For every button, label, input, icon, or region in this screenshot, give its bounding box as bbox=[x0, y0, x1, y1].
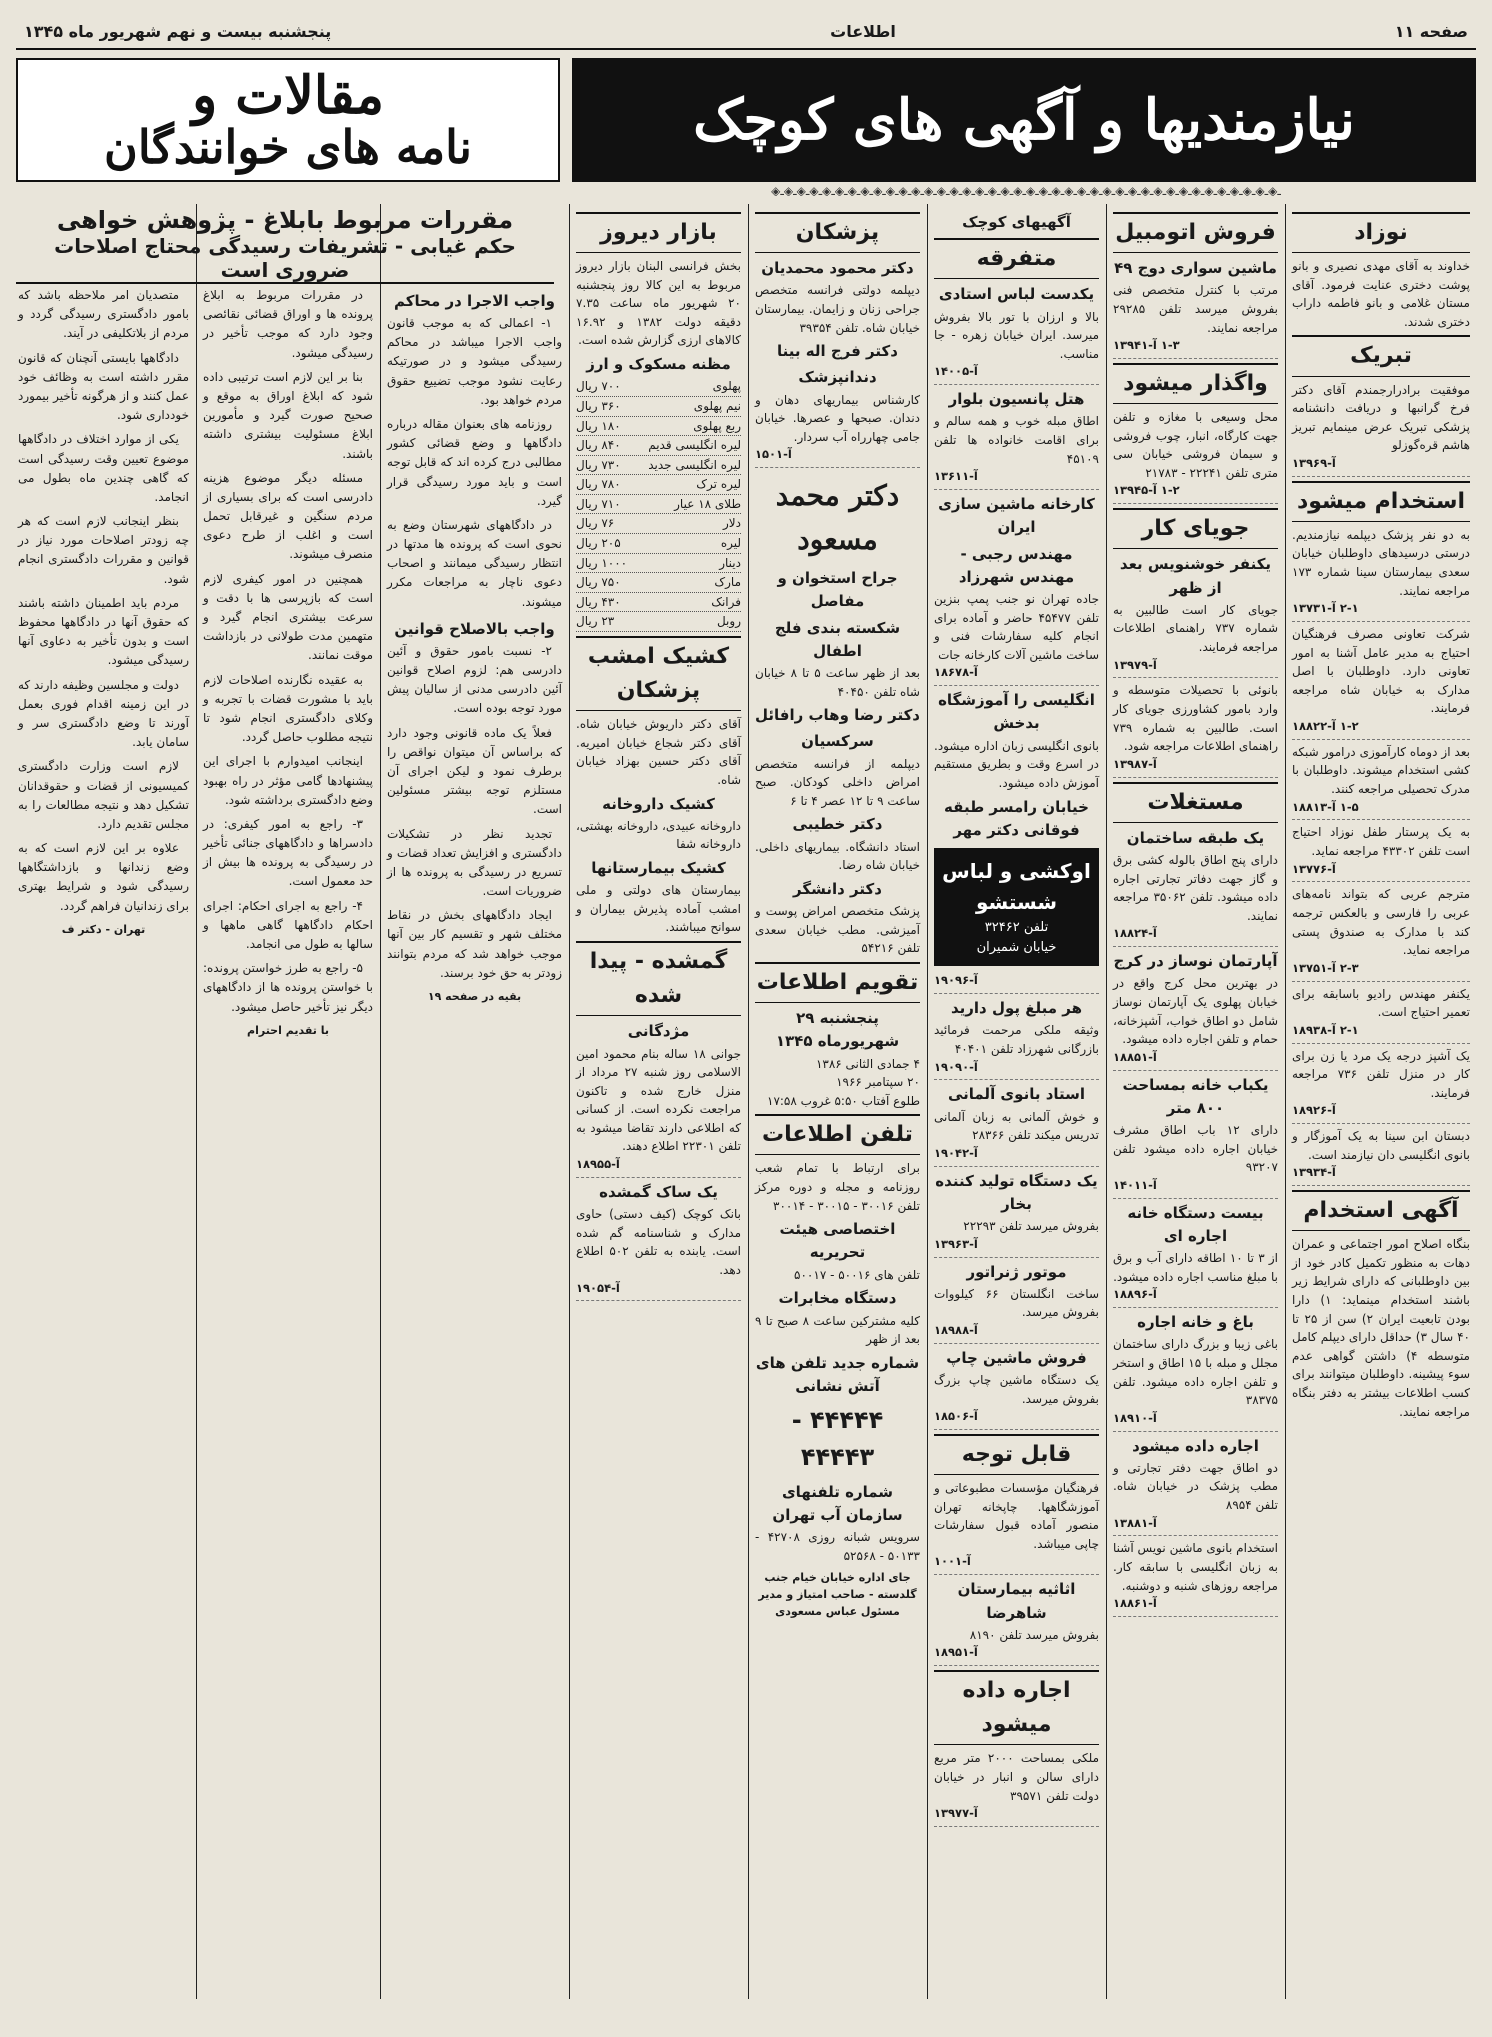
fire-phones-numbers: ۴۴۴۴۴ - ۴۴۴۴۳ bbox=[791, 1406, 884, 1472]
article-paragraph: لازم است وزارت دادگستری کمیسیونی از قضات و حقوقدانان تشکیل دهد و نتیجه مطالعات را به مجلس تقدیم دارد. bbox=[18, 759, 189, 831]
ad-subtitle: دندانپزشک bbox=[798, 368, 877, 387]
article-part-8 bbox=[18, 286, 189, 938]
ad-text: به یک پرستار طفل نوزاد احتیاج است تلفن ۴۳۳۰۲ مراجعه نماید. bbox=[1292, 825, 1470, 858]
ad-text: یک آشپز درجه یک مرد یا زن برای کار در منزل تلفن ۷۳۶ مراجعه فرمایند. bbox=[1292, 1048, 1471, 1100]
paper-name: اطلاعات bbox=[830, 21, 896, 41]
laundry-ad-address: خیابان شمیران bbox=[976, 940, 1057, 956]
ad-text: از ۳ تا ۱۰ اطاقه دارای آب و برق با مبلغ مناسب اجاره داده میشود. bbox=[1113, 1251, 1279, 1284]
telecom-title: دستگاه مخابرات bbox=[778, 1289, 897, 1308]
ad-code: آ-۱۰۰۱ bbox=[934, 1553, 1099, 1575]
price-row: لیره انگلیسی جدید ۷۳۰ ریال bbox=[576, 456, 741, 476]
ad-text: دبستان ابن سینا به یک آموزگار و بانوی انگلیسی دان نیازمند است. bbox=[1292, 1129, 1470, 1162]
ad-code: آ-۱۳۹۸۷ bbox=[1113, 756, 1278, 778]
article-headline-sub: حکم غیابی - تشریفات رسیدگی محتاج اصلاحات ضروری است bbox=[54, 234, 516, 282]
article-paragraph: ۱- اعمالی که به موجب قانون واجب الاجرا میباشد در محاکم رسیدگی میشود و در صورتیکه رعایت نشود موجب تضییع حقوق مردم خواهد بود. bbox=[387, 316, 562, 407]
ad-text: بالا و ارزان با تور بالا بفروش میرسد. ایران خیابان زهره - جا مناسب. bbox=[934, 309, 1099, 361]
ad-code: ۲-۱ آ-۱۳۷۳۱ bbox=[1292, 600, 1470, 622]
ad-text: دیپلمه از فرانسه متخصص امراض داخلی کودکان. صبح ساعت ۹ تا ۱۲ عصر ۴ تا ۶ bbox=[755, 756, 920, 808]
ad-text: دارای پنج اطاق بالوله کشی برق و گاز جهت دفاتر تجارتی اجاره داده میشود. تلفن ۳۵۰۶۲ مراجعه نمایند. bbox=[1113, 852, 1278, 923]
ad-code: آ-۱۵۰۱ bbox=[755, 446, 920, 468]
price-row: لیره انگلیسی قدیم ۸۴۰ ریال bbox=[576, 436, 741, 456]
ad-code: آ-۱۴۰۱۱ bbox=[1113, 1177, 1278, 1199]
article-paragraph: ایجاد دادگاههای بخش در نقاط مختلف شهر و تقسیم کار بین آنها موجب خواهد شد که مردم بتوانند زودتر به حق خود برسند. bbox=[387, 908, 562, 980]
ad-text: بعد از ظهر ساعت ۵ تا ۸ خیابان شاه تلفن ۴۰۴۵۰ bbox=[755, 666, 920, 699]
articles-banner-line2: نامه های خوانندگان bbox=[104, 120, 472, 175]
section-title-attention: قابل توجه bbox=[934, 1434, 1099, 1475]
ad-code: ۲-۱ آ-۱۸۹۳۸ bbox=[1292, 1022, 1470, 1044]
ad-code: ۱-۵ آ-۱۸۸۱۳ bbox=[1292, 799, 1470, 821]
price-row: روبل ۲۳ ریال bbox=[576, 612, 741, 632]
fire-phones-title: شماره جدید تلفن های آتش نشانی bbox=[755, 1353, 920, 1395]
congrats-text: موفقیت برادرارجمندم آقای دکتر فرخ گرانبها و دریافت دانشنامه پزشکی تبریک عرض مینمایم تبریز هاشم قره‌گوزلو bbox=[1292, 382, 1470, 453]
price-row: مارک ۷۵۰ ریال bbox=[576, 573, 741, 593]
ad-text: بعد از دوماه کارآموزی درامور شبکه کشی استخدام میشوند. داوطلبان با مدرک تحصیلی مراجعه کنند. bbox=[1292, 744, 1470, 796]
phones-text: برای ارتباط با تمام شعب روزنامه و مجله و دوره مرکز تلفن ۳۰۰۱۶ - ۳۰۰۱۵ - ۳۰۰۱۴ bbox=[755, 1161, 920, 1213]
price-row: نیم پهلوی ۳۶۰ ریال bbox=[576, 397, 741, 417]
price-row: دینار ۱۰۰۰ ریال bbox=[576, 554, 741, 574]
ad-code: آ-۱۳۸۸۱ bbox=[1113, 1515, 1278, 1537]
ad-title: دکتر محمود محمدیان bbox=[761, 259, 914, 278]
ad-code: آ-۱۸۹۲۶ bbox=[1292, 1102, 1470, 1124]
ad-text: کارشناس بیماریهای دهان و دندان. صبحها و عصرها. خیابان جامی چهارراه آب سردار. bbox=[755, 392, 920, 444]
section-title-employment-notice: آگهی استخدام bbox=[1292, 1190, 1470, 1231]
ad-code: آ-۱۹۰۴۲ bbox=[934, 1145, 1099, 1167]
laundry-ad-title: اوکشی و لباس شستشو bbox=[942, 859, 1091, 914]
article-paragraph: مسئله دیگر موضوع هزینه دادرسی است که برای بسیاری از مردم سنگین و غیرقابل تحمل است و اغلب از طرح دعوی منصرف میشوند. bbox=[203, 470, 373, 562]
market-text: بخش فرانسی البنان بازار دیروز مربوط به این کالا روز پنجشنبه ۲۰ شهریور ماه ساعت ۷.۳۵ دقیقه دولت ۱۳۸۲ و ۱۶.۹۲ کالاهای ارزی گزارش شده است. bbox=[576, 259, 741, 348]
ad-code: ۱-۲ آ-۱۸۸۲۲ bbox=[1292, 718, 1470, 740]
ad-text: پزشک متخصص امراض پوست و آمیزشی. مطب خیابان سعدی تلفن ۵۴۲۱۶ bbox=[755, 904, 920, 956]
ad-code: آ-۱۳۹۷۹ bbox=[1113, 657, 1278, 679]
ad-title: ماشین سواری دوج ۴۹ bbox=[1114, 259, 1277, 278]
ad-title: یکدست لباس استادی bbox=[938, 285, 1095, 304]
ad-subtitle: سرکسیان bbox=[801, 732, 874, 751]
ad-text: بانک کوچک (کیف دستی) حاوی مدارک و شناسنامه گم شده است. یابنده به تلفن ۵۰۲ اطلاع دهد. bbox=[576, 1207, 742, 1277]
calendar-line: ۴ جمادی الثانی ۱۳۸۶ bbox=[815, 1056, 920, 1071]
ad-text: در بهترین محل کرج واقع در خیابان پهلوی یک آپارتمان نوساز شامل دو اطاق خواب، آشپزخانه، حمام و تلفن اجاره داده میشود. bbox=[1113, 976, 1278, 1047]
ad-code: ۲-۳ آ-۱۳۷۵۱ bbox=[1292, 960, 1470, 982]
article-paragraph: در مقررات مربوط به ابلاغ پرونده ها و اوراق قضائی نقائصی وجود دارد که موجب تأخیر در رسیدگی میشود. bbox=[203, 288, 373, 360]
article-paragraph: تجدید نظر در تشکیلات دادگستری و افزایش تعداد قضات و تسریع در رسیدگی به پرونده ها از ضروریات است. bbox=[387, 826, 562, 899]
laundry-ad-box bbox=[934, 848, 1099, 966]
ad-text: مرتب با کنترل متخصص فنی بفروش میرسد تلفن ۲۹۲۸۵ مراجعه نمایند. bbox=[1113, 283, 1278, 335]
ad-text: جویای کار است طالبین به شماره ۷۳۷ راهنمای اطلاعات مراجعه فرمایند. bbox=[1113, 602, 1278, 654]
ad-text: یکنفر مهندس رادیو باسابقه برای تعمیر احتیاج است. bbox=[1292, 986, 1470, 1020]
ad-title: یک طبقه ساختمان bbox=[1126, 828, 1265, 847]
articles-banner-line1: مقالات و bbox=[192, 64, 384, 126]
article-paragraph: یکی از موارد اختلاف در دادگاهها موضوع تعیین وقت رسیدگی است که گاهی چندین ماه بطول می انجامد. bbox=[18, 432, 189, 504]
article-paragraph: مردم باید اطمینان داشته باشند که حقوق آنها در دادگاهها محفوظ است و بدون تأخیر به دعاوی آنها رسیدگی میشود. bbox=[18, 595, 189, 668]
price-row: لیره ۲۰۵ ریال bbox=[576, 534, 741, 554]
article-paragraph: دادگاهها بایستی آنچنان که قانون مقرر داشته است به وظائف خود عمل کنند و از هرگونه تأخیر بیمورد خودداری شود. bbox=[18, 350, 189, 423]
section-title-on-call-doctors: کشیک امشب پزشکان bbox=[576, 636, 741, 711]
ad-title: اثاثیه بیمارستان شاهرضا bbox=[957, 1580, 1076, 1622]
newspaper-page bbox=[16, 14, 1476, 2009]
page-number: صفحه ۱۱ bbox=[1394, 21, 1468, 41]
ad-text: باغی زیبا و بزرگ دارای ساختمان مجلل و مبله با ۱۵ اطاق و استخر و تلفن اجاره داده میشود. تلفن ۳۸۳۷۵ bbox=[1113, 1337, 1278, 1408]
ad-code: آ-۱۹۰۹۰ bbox=[934, 1059, 1099, 1081]
section-title-phones: تلفن اطلاعات bbox=[755, 1114, 920, 1155]
ad-subtitle: شکسته بندی فلج اطفال bbox=[774, 618, 901, 660]
ad-text: وثیقه ملکی مرحمت فرمائید بازرگانی شهرزاد تلفن ۴۰۴۰۱ bbox=[934, 1023, 1099, 1056]
article-paragraph: اینجانب امیدوارم با اجرای این پیشنهادها گامی مؤثر در راه بهبود وضع دادگستری برداشته شود. bbox=[203, 754, 373, 807]
articles-banner bbox=[16, 58, 560, 182]
ad-title: دکتر دانشگر bbox=[793, 879, 882, 898]
ad-title: یک ساک گمشده bbox=[599, 1182, 718, 1201]
article-part-6 bbox=[387, 289, 562, 1006]
ad-title: باغ و خانه اجاره bbox=[1137, 1313, 1254, 1332]
ad-text: یک دستگاه ماشین چاپ بزرگ بفروش میرسد. bbox=[934, 1373, 1099, 1406]
column-7 bbox=[196, 204, 379, 1999]
ad-text: بفروش میرسد تلفن ۲۲۲۹۳ bbox=[963, 1219, 1099, 1234]
ad-text: ساخت انگلستان ۶۶ کیلووات بفروش میرسد. bbox=[934, 1286, 1100, 1320]
ad-code: آ-۱۸۵۰۶ bbox=[934, 1408, 1099, 1430]
ad-text: اطاق مبله خوب و همه سالم و برای اقامت خانواده ها تلفن ۴۵۱۰۹ bbox=[934, 414, 1099, 466]
price-row: ربع پهلوی ۱۸۰ ریال bbox=[576, 417, 741, 437]
ad-code: ۱-۳ آ-۱۳۹۴۱ bbox=[1113, 337, 1278, 359]
ad-title: دکتر فرج اله بینا bbox=[777, 342, 898, 361]
article-paragraph: به عقیده نگارنده اصلاحات لازم باید با مشورت قضات با تجربه و وکلای دادگستری انجام شود تا نتیجه مطلوب حاصل گردد. bbox=[203, 672, 373, 745]
ad-text: جاده تهران نو جنب پمپ بنزین تلفن ۴۵۴۷۷ حاضر و آماده برای انجام کلیه سفارشات فنی و ساخت ماشین آلات کارخانه جات bbox=[934, 592, 1099, 662]
date-line: پنجشنبه بیست و نهم شهریور ماه ۱۳۴۵ bbox=[24, 21, 332, 41]
ad-title: کارخانه ماشین سازی ایران bbox=[938, 495, 1095, 537]
section-title-market: بازار دیروز bbox=[576, 212, 741, 253]
reward-label: مژدگانی bbox=[627, 1022, 690, 1041]
ornament-divider: ـ◈ـ◈ـ◈ـ◈ـ◈ـ◈ـ◈ـ◈ـ◈ـ◈ـ◈ـ◈ـ◈ـ◈ـ◈ـ◈ـ◈ـ◈ـ◈ـ◈ـ◈ـ◈ـ◈ـ◈ـ◈ـ◈ـ◈ـ◈ـ◈ـ◈ـ◈ـ◈ـ◈ـ◈ـ◈ـ◈ـ◈ـ◈ـ◈ـ◈ bbox=[771, 184, 1281, 196]
ad-title: استاد بانوی آلمانی bbox=[947, 1085, 1086, 1104]
doctor-big-name: دکتر محمد مسعود bbox=[775, 479, 900, 556]
laundry-ad-phone: تلفن ۳۲۴۶۲ bbox=[984, 920, 1049, 935]
ad-text: و خوش آلمانی به زبان آلمانی تدریس میکند تلفن ۲۸۳۶۶ bbox=[934, 1109, 1099, 1143]
section-title-real-estate: مستغلات bbox=[1113, 782, 1278, 823]
calendar-line: پنجشنبه ۲۹ شهریورماه ۱۳۴۵ bbox=[775, 1009, 900, 1051]
pharmacy-text: داروخانه عبیدی، داروخانه بهشتی، داروخانه شفا bbox=[576, 818, 741, 852]
ad-title: بیست دستگاه خانه اجاره ای bbox=[1127, 1203, 1264, 1245]
ad-title: هر مبلغ پول دارید bbox=[950, 999, 1082, 1018]
ad-title: فروش ماشین چاپ bbox=[946, 1348, 1087, 1367]
ad-code: آ-۱۸۹۵۱ bbox=[934, 1644, 1099, 1666]
ad-text: مترجم عربی که بتواند نامه‌های عربی را فارسی و بالعکس ترجمه کند با مدارک به صندوق پستی مراجعه نماید. bbox=[1292, 887, 1470, 958]
article-paragraph: همچنین در امور کیفری لازم است که بازپرسی ها با دقت و سرعت بیشتری انجام گیرد و متهمین مدت طولانی در بازداشت موقت نمانند. bbox=[203, 571, 373, 663]
column-4 bbox=[748, 204, 926, 1999]
price-table bbox=[576, 377, 741, 632]
article-paragraph: فعلاً یک ماده قانونی وجود دارد که براساس آن میتوان نواقص را برطرف نمود و لیکن اجرای آن مستلزم توجه بیشتر مسئولین است. bbox=[387, 725, 562, 817]
price-row: پهلوی ۷۰۰ ریال bbox=[576, 377, 741, 397]
ad-title: موتور ژنراتور bbox=[966, 1262, 1067, 1281]
ad-code: آ-۱۹۰۹۶ bbox=[934, 972, 1099, 994]
article-headline bbox=[16, 206, 554, 284]
article-paragraph: علاوه بر این لازم است که به وضع زندانها و بازداشتگاهها رسیدگی شود و شرایط بهتری برای زندانیان فراهم گردد. bbox=[18, 841, 189, 913]
ad-code: آ-۱۳۹۷۷ bbox=[934, 1805, 1099, 1827]
birth-text: خداوند به آقای مهدی نصیری و بانو پوشت دختری عنایت فرمود. آقای مستان غلامی و بانو فاطمه داراب دختری شدند. bbox=[1292, 259, 1470, 329]
price-row: لیره ترک ۷۸۰ ریال bbox=[576, 475, 741, 495]
header-strip bbox=[16, 14, 1476, 50]
section-title-lost-found: گمشده - پیدا شده bbox=[576, 941, 741, 1016]
ad-text: بفروش میرسد تلفن ۸۱۹۰ bbox=[969, 1627, 1099, 1642]
ad-text: شرکت تعاونی مصرف فرهنگیان احتیاج به مدیر عامل آشنا به امور تعاونی دارد. داوطلبان با اصل مدارک به خیابان شاه مراجعه فرمایند. bbox=[1292, 627, 1470, 716]
ad-title: هتل پانسیون بلوار bbox=[948, 390, 1085, 409]
column-1 bbox=[1285, 204, 1476, 1999]
classifieds-banner bbox=[572, 58, 1476, 182]
calendar-note: طلوع آفتاب ۵:۵۰ غروب ۱۷:۵۸ bbox=[767, 1093, 920, 1108]
article-paragraph: متصدیان امر ملاحظه باشد که بامور دادگستری رسیدگی گردد و مردم از بلاتکلیفی در آیند. bbox=[18, 288, 189, 341]
phones-numbers: تلفن های ۵۰۰۱۶ - ۵۰۰۱۷ bbox=[794, 1267, 920, 1282]
article-paragraph: دولت و مجلسین وظیفه دارند که در این زمینه اقدام فوری بعمل آورند تا وضع دادگستری سر و سامان یابد. bbox=[18, 677, 189, 750]
ad-text: ملکی بمساحت ۲۰۰۰ متر مربع دارای سالن و انبار در خیابان دولت تلفن ۳۹۵۷۱ bbox=[934, 1751, 1100, 1803]
column-3 bbox=[927, 204, 1105, 1999]
ad-text: دیپلمه دولتی فرانسه متخصص جراحی زنان و زایمان. بیمارستان خیابان شاه. تلفن ۳۹۳۵۴ bbox=[755, 283, 920, 335]
ad-text: استخدام بانوی ماشین نویس آشنا به زبان انگلیسی با سابقه کار. مراجعه روزهای شنبه و دوشنبه. bbox=[1113, 1541, 1278, 1593]
ad-text: بانوی انگلیسی زبان اداره میشود. در اسرع وقت و بطریق مستقیم آموزش داده میشود. bbox=[934, 738, 1099, 790]
ad-code: ۱-۲ آ-۱۳۹۴۵ bbox=[1113, 482, 1278, 504]
article-signature: تهران - دکتر ف bbox=[61, 922, 146, 936]
article-subtitle: واجب بالاصلاح قوانین bbox=[394, 619, 555, 638]
section-title-hiring: استخدام میشود bbox=[1292, 481, 1470, 522]
ad-title: دکتر رضا وهاب رافائل bbox=[755, 706, 920, 725]
classifieds-banner-title: نیازمندیها و آگهی های کوچک bbox=[693, 87, 1355, 153]
water-phones-text: سرویس شبانه روزی ۴۲۷۰۸ - ۵۰۱۳۳ - ۵۲۵۶۸ bbox=[755, 1530, 920, 1563]
ad-code: آ-۱۸۸۲۴ bbox=[1113, 925, 1278, 947]
ad-title: انگلیسی را آموزشگاه بدخش bbox=[938, 691, 1095, 733]
ad-title: اجاره داده میشود bbox=[1132, 1436, 1259, 1455]
column-8 bbox=[16, 204, 195, 1999]
ad-title: یکباب خانه بمساحت ۸۰۰ متر bbox=[1122, 1075, 1269, 1117]
continued-note: بقیه در صفحه ۱۹ bbox=[427, 990, 522, 1003]
price-row: دلار ۷۶ ریال bbox=[576, 514, 741, 534]
section-title-calendar: تقویم اطلاعات bbox=[755, 962, 920, 1003]
ad-title: دکتر خطیبی bbox=[792, 815, 883, 834]
publisher-note: جای اداره خیابان خیام جنب گلدسته - صاحب امتیاز و مدیر مسئول عباس مسعودی bbox=[758, 1571, 917, 1619]
article-part-7 bbox=[203, 286, 373, 1039]
article-paragraph: ۴- راجع به اجرای احکام: اجرای احکام دادگاهها گاهی ماهها و سالها به طول می انجامد. bbox=[203, 898, 373, 951]
ad-text: جوانی ۱۸ ساله بنام محمود امین الاسلامی روز شنبه ۲۷ مرداد از منزل خارج شده و تاکنون مراجعت نکرده است. از کسانی که اطلاعی دارند تقاضا میشود به تلفن ۲۲۳۰۱ اطلاع دهند. bbox=[576, 1046, 742, 1154]
ad-code: آ-۱۸۸۹۶ bbox=[1113, 1286, 1278, 1308]
article-paragraph: ۲- نسبت بامور حقوق و آئین دادرسی هم: لزوم اصلاح قوانین آئین دادرسی مدنی از سالیان پیش مورد توجه بوده است. bbox=[387, 643, 562, 716]
calendar-line: ۲۰ سپتامبر ۱۹۶۶ bbox=[836, 1075, 920, 1090]
ad-code: آ-۱۹۰۵۴ bbox=[576, 1280, 741, 1302]
small-ads-title: آگهیهای کوچک bbox=[962, 213, 1071, 231]
ad-text: فرهنگیان مؤسسات مطبوعاتی و آموزشگاهها. چاپخانه تهران منصور آماده قبول سفارشات چاپی میباشد. bbox=[934, 1481, 1099, 1551]
section-title-transfer: واگذار میشود bbox=[1113, 363, 1278, 404]
section-title-congrats: تبریک bbox=[1292, 335, 1470, 376]
ad-code: آ-۱۸۶۷۸ bbox=[934, 664, 1099, 686]
pharmacy-title: کشیک داروخانه bbox=[602, 794, 715, 813]
hospitals-title: کشیک بیمارستانها bbox=[591, 859, 726, 878]
column-5 bbox=[569, 204, 747, 1999]
article-paragraph: بنظر اینجانب لازم است که هر چه زودتر اصلاحات مورد نیاز در قوانین و مقررات دادگستری انجام شود. bbox=[18, 514, 189, 586]
ad-code: آ-۱۳۹۶۳ bbox=[934, 1236, 1099, 1258]
section-title-car-sale: فروش اتومبیل bbox=[1113, 212, 1278, 253]
article-headline-main: مقررات مربوط بابلاغ - پژوهش خواهی bbox=[56, 206, 514, 234]
section-title-for-rent: اجاره داده میشود bbox=[934, 1670, 1099, 1745]
article-paragraph: ۳- راجع به امور کیفری: در دادسراها و دادگاههای جنائی تأخیر در رسیدگی به پرونده ها بیش از حد معمول است. bbox=[203, 816, 373, 889]
section-title-birth: نوزاد bbox=[1292, 212, 1470, 253]
ad-code: آ-۱۸۸۶۱ bbox=[1113, 1595, 1278, 1617]
ad-code: آ-۱۳۹۶۹ bbox=[1292, 455, 1470, 477]
column-6 bbox=[380, 204, 568, 1999]
employment-notice-text: بنگاه اصلاح امور اجتماعی و عمران دهات به منظور تکمیل کادر خود از بین داوطلبانی که دارای شرایط زیر باشند استخدام مینماید: ۱) دارا بودن تابعیت ایران ۲) سن از ۲۵ تا ۴۰ سال ۳) حداقل دارای دیپلم کامل متوسطه ۴) داشتن گواهی عدم سوء پیشینه. داوطلبان میتوانند برای کسب اطلاعات بیشتر به دفتر بنگاه مراجعه نمایند. bbox=[1292, 1237, 1471, 1419]
article-paragraph: ۵- راجع به طرز خواستن پرونده: با خواستن پرونده ها از دادگاههای دیگر نیز تأخیر حاصل میشود. bbox=[202, 961, 373, 1014]
ad-text: دارای ۱۲ باب اطاق مشرف خیابان اجاره داده میشود تلفن ۹۳۲۰۷ bbox=[1113, 1123, 1278, 1175]
ad-title: آپارتمان نوساز در کرج bbox=[1113, 952, 1278, 971]
article-paragraph: در دادگاههای شهرستان وضع به نحوی است که پرونده ها مدتها در انتظار رسیدگی میمانند و اصحاب دعوی ناچار به مراجعات مکرر میشوند. bbox=[387, 517, 562, 609]
article-paragraph: روزنامه های بعنوان مقاله درباره دادگاهها و وضع قضائی کشور مطالبی درج کرده اند که قابل توجه است و باید مورد رسیدگی قرار گیرد. bbox=[387, 416, 562, 508]
price-row: فرانک ۴۳۰ ریال bbox=[576, 593, 741, 613]
section-title-job-seeker: جویای کار bbox=[1113, 508, 1278, 549]
article-signature: با تقدیم احترام bbox=[247, 1023, 329, 1037]
ad-text: بانوئی با تحصیلات متوسطه و وارد بامور کشاورزی جویای کار است. طالبین به شماره ۷۳۹ راهنمای اطلاعات مراجعه شود. bbox=[1113, 683, 1278, 754]
article-paragraph: بنا بر این لازم است ترتیبی داده شود که ابلاغ اوراق به موقع و صحیح صورت گیرد و مأمورین ابلاغ مسئولیت بیشتری داشته باشند. bbox=[203, 369, 373, 461]
ad-code: آ-۱۸۸۵۱ bbox=[1113, 1049, 1278, 1071]
ad-title: جراح استخوان و مفاصل bbox=[777, 569, 898, 611]
section-title-doctors: پزشکان bbox=[755, 212, 920, 253]
ad-text: به دو نفر پزشک دیپلمه نیازمندیم. درستی درسیدهای داوطلبان خیابان سعدی بیمارستان سینا شماره ۱۷۳ مراجعه نمایند. bbox=[1292, 527, 1470, 598]
ad-text: دو اطاق جهت دفتر تجارتی و مطب پزشک در خیابان شاه. تلفن ۸۹۵۴ bbox=[1113, 1460, 1278, 1513]
ad-code: آ-۱۸۹۵۵ bbox=[576, 1156, 741, 1178]
on-call-doctors-text: آقای دکتر داریوش خیابان شاه. آقای دکتر شجاع خیابان امیریه. آقای دکتر حسین بهزاد خیابان شاه. bbox=[576, 717, 741, 787]
ad-subtitle: مهندس رجبی - مهندس شهرزاد bbox=[958, 544, 1075, 586]
ad-code: آ-۱۸۹۱۰ bbox=[1113, 1410, 1278, 1432]
ad-code: آ-۱۳۶۱۱ bbox=[934, 468, 1099, 490]
ad-title: یکنفر خوشنویس بعد از ظهر bbox=[1119, 555, 1272, 597]
ad-text: استاد دانشگاه. بیماریهای داخلی. خیابان شاه رضا. bbox=[755, 839, 920, 873]
ad-text: محل وسیعی با مغازه و تلفن جهت کارگاه، انبار، چوب فروشی و سیمان فروشی خیابان سی متری تلفن ۲۲۲۴۱ - ۲۱۷۸۳ bbox=[1113, 410, 1278, 480]
price-row: طلای ۱۸ عیار ۷۱۰ ریال bbox=[576, 495, 741, 515]
price-table-title: مظنه مسکوک و ارز bbox=[586, 355, 731, 374]
column-2 bbox=[1106, 204, 1284, 1999]
telecom-text: کلیه مشترکین ساعت ۸ صبح تا ۹ بعد از ظهر bbox=[755, 1313, 920, 1347]
article-subtitle: واجب الاجرا در محاکم bbox=[394, 292, 555, 310]
ad-code: آ-۱۳۷۷۶ bbox=[1292, 861, 1470, 883]
ad-code: آ-۱۳۹۳۴ bbox=[1292, 1164, 1470, 1186]
ad-title: خیابان رامسر طبقه فوقانی دکتر مهر bbox=[944, 797, 1089, 839]
water-phones-title: شماره تلفنهای سازمان آب تهران bbox=[772, 1482, 903, 1524]
ad-title: یک دستگاه تولید کننده بخار bbox=[935, 1171, 1098, 1213]
ad-code: آ-۱۴۰۰۵ bbox=[934, 363, 1099, 385]
section-title-misc: متفرقه bbox=[934, 238, 1099, 279]
phones-editorial: اختصاصی هیئت تحریریه bbox=[779, 1220, 896, 1262]
hospitals-text: بیمارستان های دولتی و ملی امشب آماده پذیرش بیماران و سوانح میباشند. bbox=[576, 883, 741, 935]
ad-code: آ-۱۸۹۸۸ bbox=[934, 1322, 1099, 1344]
